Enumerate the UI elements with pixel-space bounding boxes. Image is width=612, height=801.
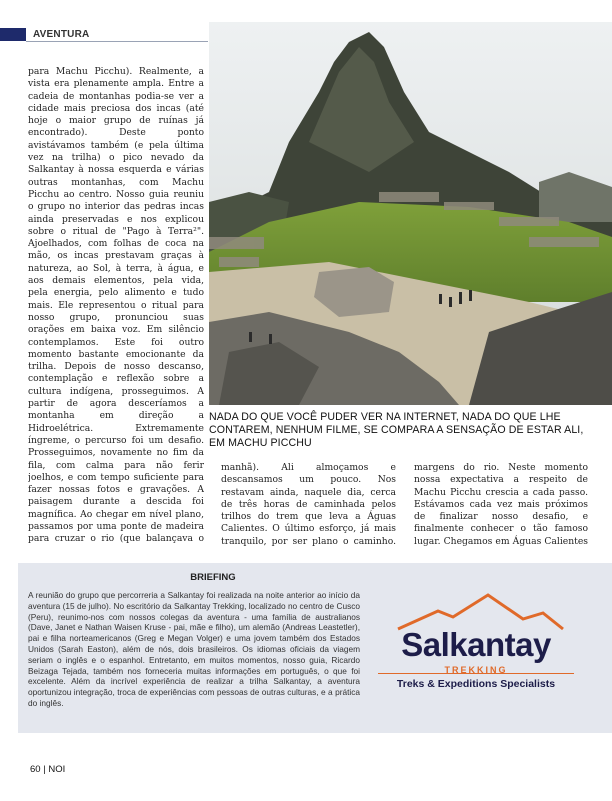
- briefing-text: A reunião do grupo que percorreria a Salkantay foi realizada na noite anterior ao início da aventura (15 de julho). No escritório da Salkantay Trekking, localizado no centro de Cusco (Peru), reunimo-nos com nossos colegas da aventura - uma família de australianos (Dave, Janet e Nathan Waisen Kruse - pai, mãe e filho), um alemão (Andreas Leastetler), pai e filha norteamericanos (Greg e Megan Volger) e uma jovem também dos Estados Unidos (Sarah Easton), além de nós, dois brasileiros. Os idiomas oficiais da viagem seriam o inglês e o espanhol. Entretanto, em muitos momentos, nosso guia, Ricardo Beizaga Tejada, também nos forneceria muitas informações em português, o que foi excelente. Além da incrível experiência de realizar a trilha Salkantay, a aventura oportunizou integração, troca de experiências com pessoas de outras culturas, e a prática do inglês.: [28, 590, 360, 708]
- section-rule: [26, 41, 208, 42]
- magazine-name: NOI: [48, 764, 66, 775]
- section-label: AVENTURA: [33, 29, 90, 40]
- briefing-box: [18, 563, 612, 733]
- logo-tagline: Treks & Expeditions Specialists: [396, 678, 556, 690]
- body-column-3: margens do rio. Neste momento nossa expectativa a respeito de Machu Picchu crescia a cada passo. Estávamos cada vez mais próximos de finalizar nosso desafio, e finalmente conhecer o tão famoso lugar. Chegamos em Águas Calientes: [414, 462, 588, 546]
- folio-separator: |: [43, 764, 46, 775]
- page-number: 60: [30, 764, 41, 775]
- body-column-2: manhã). Ali almoçamos e descansamos um pouco. Nos restavam ainda, naquele dia, cerca de três horas de caminhada pelos trilhos do trem que leva a Águas Calientes. O último esforço, já mais tranquilo, por ser plano o caminho.: [221, 462, 396, 546]
- briefing-title: BRIEFING: [190, 572, 236, 583]
- photo-caption: NADA DO QUE VOCÊ PUDER VER NA INTERNET, NADA DO QUE LHE CONTAREM, NENHUM FILME, SE COMPARA A SENSAÇÃO DE ESTAR ALI, EM MACHU PICCHU: [209, 411, 584, 449]
- machu-picchu-photo: [209, 22, 612, 405]
- salkantay-trekking-logo: [378, 593, 603, 728]
- body-column-1: para Machu Picchu). Realmente, a vista era plenamente ampla. Entre a cadeia de montanhas podia-se ver a cidade mais preciosa dos incas (até hoje o maior grupo de ruínas já encontrado). Deste ponto avistávamos também (e pela última vez na trilha) o pico nevado da Salkantay à nossa esquerda e várias outras montanhas, com Machu Picchu ao centro. Nosso guia reuniu o grupo no interior das pedras incas ainda preservadas e nos explicou sobre o ritual de "Pago à Terra²". Ajoelhados, com folhas de coca na mão, os incas prestavam graças à natureza, ao Sol, à terra, à água, e aos demais elementos, pela vida, pela energia, pelo alimento e tudo mais. Ele representou o ritual para nosso grupo, pronunciou suas orações em baixa voz. Em silêncio contemplamos. Este foi outro momento bastante emocionante da trilha. Depois de nosso descanso, contemplação e reflexão sobre a cultura indígena, prosseguimos. A partir de agora desceríamos a montanha em direção a Hidroelétrica. Extremamente íngreme, o percurso foi um desafio. Prosseguimos, novamente no fim da fila, com calma para não ferir joelhos, e com tempo suficiente para fazer nossas fotos e gravações. A paisagem durante a descida foi magnífica. Ao chegar em nível plano, passamos por uma ponte de madeira para cruzar o rio (que balançava o: [28, 66, 204, 545]
- page-folio: [30, 764, 65, 775]
- section-color-bar: [0, 28, 26, 41]
- logo-subtitle: TREKKING: [444, 665, 508, 675]
- logo-name: Salkantay: [401, 626, 551, 663]
